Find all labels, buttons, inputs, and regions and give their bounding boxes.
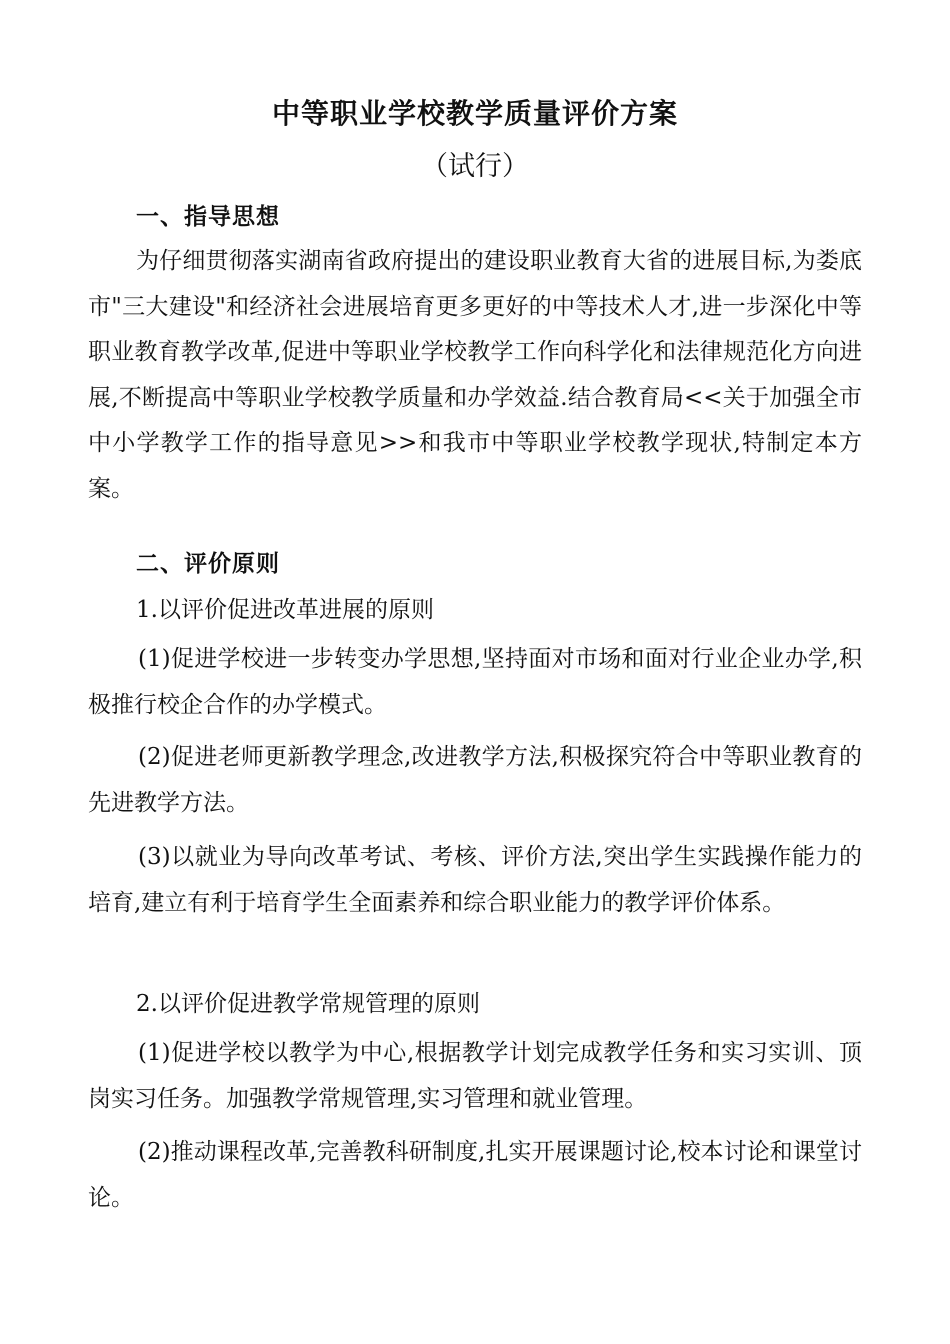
- paragraph-guiding-ideology: 为仔细贯彻落实湖南省政府提出的建设职业教育大省的进展目标,为娄底市"三大建设"和经济社会进展培育更多更好的中等技术人才,进一步深化中等职业教育教学改革,促进中等职业学校教学工作向科学化和法律规范化方向进展,不断提高中等职业学校教学质量和办学效益.结合教育局<<关于加强全市中小学教学工作的指导意见>>和我市中等职业学校教学现状,特制定本方案。: [88, 248, 862, 502]
- document-subtitle: （试行）: [421, 151, 529, 182]
- principle-2-heading: 2.以评价促进教学常规管理的原则: [136, 991, 480, 1017]
- principle-1-heading: 1.以评价促进改革进展的原则: [136, 597, 434, 623]
- principle-2-item-1: (1)促进学校以教学为中心,根据教学计划完成教学任务和实习实训、顶岗实习任务。加强教学常规管理,实习管理和就业管理。: [88, 1040, 862, 1112]
- principle-1-item-3: (3)以就业为导向改革考试、考核、评价方法,突出学生实践操作能力的培育,建立有利于培育学生全面素养和综合职业能力的教学评价体系。: [88, 844, 862, 916]
- principle-1-item-1: (1)促进学校进一步转变办学思想,坚持面对市场和面对行业企业办学,积极推行校企合作的办学模式。: [88, 646, 862, 718]
- section-heading-guiding-ideology: 一、指导思想: [136, 204, 280, 230]
- principle-1-item-2: (2)促进老师更新教学理念,改进教学方法,积极探究符合中等职业教育的先进教学方法。: [88, 744, 862, 816]
- section-heading-evaluation-principles: 二、评价原则: [136, 551, 280, 577]
- principle-2-item-2: (2)推动课程改革,完善教科研制度,扎实开展课题讨论,校本讨论和课堂讨论。: [88, 1139, 862, 1211]
- document-title: 中等职业学校教学质量评价方案: [271, 97, 678, 130]
